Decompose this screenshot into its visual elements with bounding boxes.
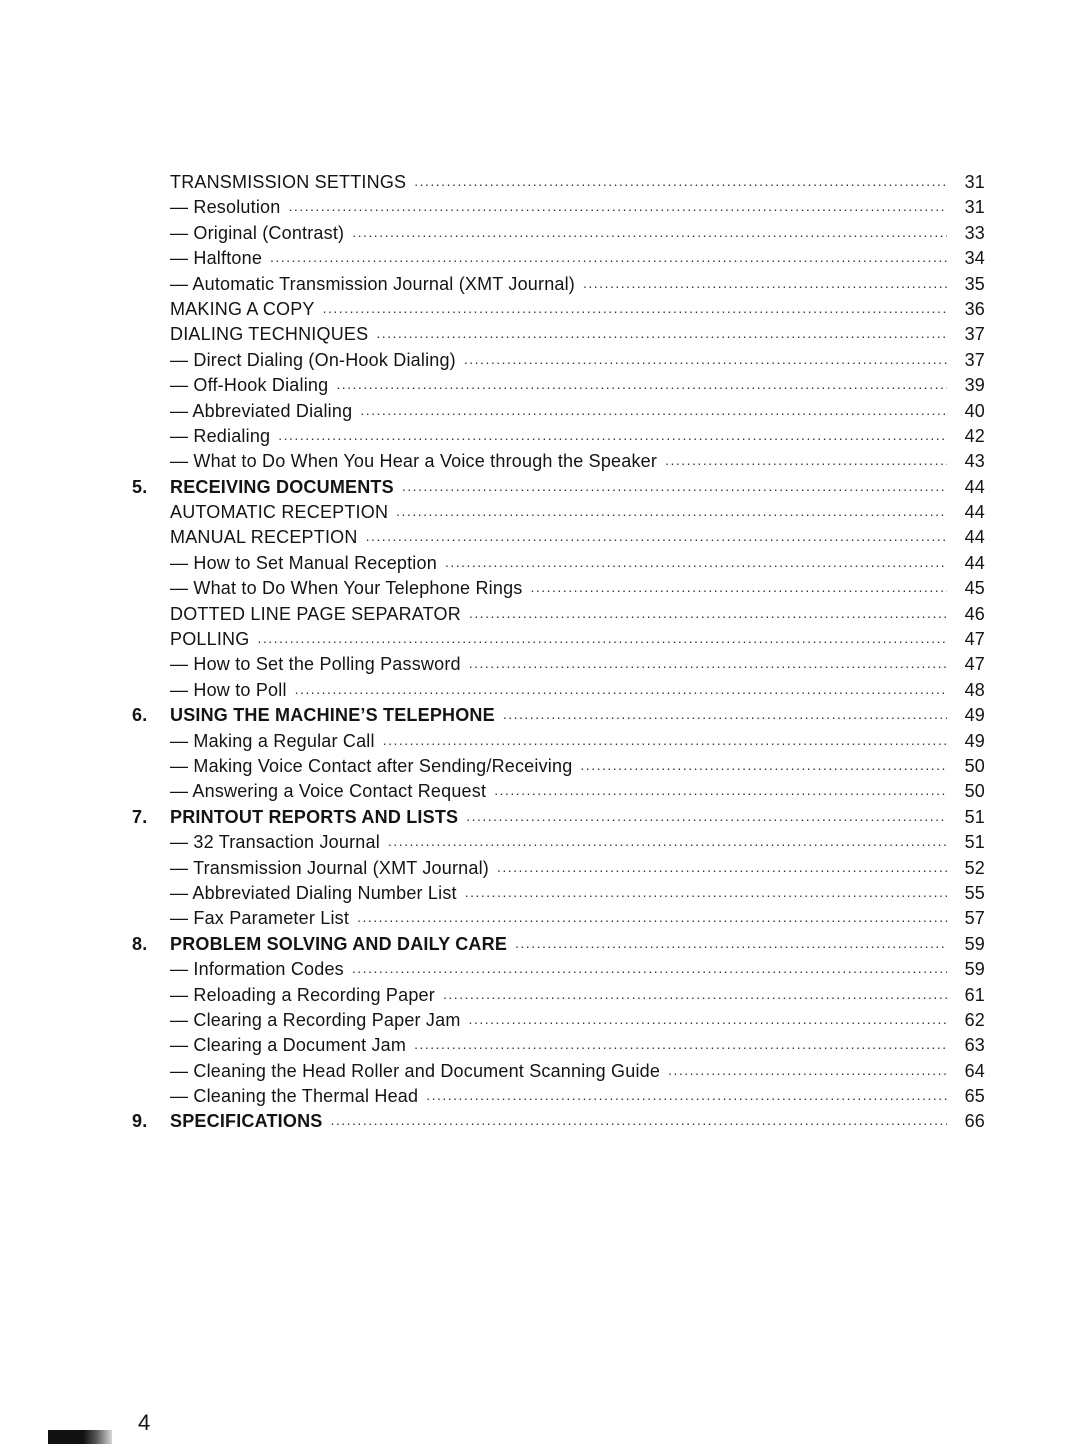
toc-entry-page: 59	[964, 933, 985, 954]
toc-entry	[132, 754, 985, 779]
toc-entry-page: 39	[964, 375, 985, 396]
toc-entry-title: — Resolution	[170, 197, 281, 218]
toc-dot-leader	[352, 220, 947, 245]
toc-chapter-entry	[132, 703, 985, 728]
toc-entry-title: — Off-Hook Dialing	[170, 375, 329, 396]
toc-entry-page: 57	[964, 908, 985, 929]
toc-entry	[132, 551, 985, 576]
toc-entry-title: — Information Codes	[170, 959, 344, 980]
toc-entry-page: 44	[964, 552, 985, 573]
toc-entry	[132, 170, 985, 195]
toc-entry-page: 47	[964, 629, 985, 650]
toc-entry-title: — Clearing a Document Jam	[170, 1035, 407, 1056]
table-of-contents	[132, 170, 985, 1135]
toc-entry-page: 50	[964, 755, 985, 776]
toc-dot-leader	[323, 296, 947, 321]
toc-entry-page: 44	[964, 527, 985, 548]
toc-entry-page: 55	[964, 882, 985, 903]
toc-dot-leader	[443, 982, 947, 1007]
toc-entry-page: 65	[964, 1086, 985, 1107]
toc-entry-page: 42	[964, 425, 985, 446]
toc-entry	[132, 1084, 985, 1109]
toc-entry	[132, 856, 985, 881]
toc-entry-title: — How to Poll	[170, 679, 287, 700]
toc-dot-leader	[288, 194, 947, 219]
toc-entry-page: 33	[964, 222, 985, 243]
toc-entry-page: 36	[964, 298, 985, 319]
toc-dot-leader	[402, 474, 947, 499]
toc-entry-title: — Abbreviated Dialing	[170, 400, 353, 421]
toc-entry	[132, 602, 985, 627]
toc-entry-title: — Original (Contrast)	[170, 222, 345, 243]
toc-entry-title: — Making a Regular Call	[170, 730, 375, 751]
toc-entry	[132, 348, 985, 373]
toc-chapter-entry	[132, 1109, 985, 1134]
toc-entry-title: — Making Voice Contact after Sending/Receiving	[170, 755, 573, 776]
toc-entry-title: DOTTED LINE PAGE SEPARATOR	[170, 603, 461, 624]
page-number: 4	[138, 1410, 151, 1435]
toc-dot-leader	[497, 855, 947, 880]
toc-entry-title: MANUAL RECEPTION	[170, 527, 358, 548]
toc-dot-leader	[464, 347, 947, 372]
toc-dot-leader	[426, 1083, 947, 1108]
toc-dot-leader	[330, 1108, 947, 1133]
toc-entry-title: — Automatic Transmission Journal (XMT Journal)	[170, 273, 576, 294]
toc-entry	[132, 779, 985, 804]
toc-dot-leader	[360, 398, 947, 423]
toc-entry-page: 51	[964, 806, 985, 827]
toc-entry-page: 50	[964, 781, 985, 802]
toc-entry-title: POLLING	[170, 629, 250, 650]
toc-entry-page: 43	[964, 451, 985, 472]
toc-dot-leader	[668, 1058, 947, 1083]
toc-dot-leader	[469, 651, 947, 676]
toc-entry	[132, 627, 985, 652]
toc-entry-title: — How to Set the Polling Password	[170, 654, 461, 675]
toc-dot-leader	[580, 753, 947, 778]
toc-entry-page: 44	[964, 476, 985, 497]
toc-dot-leader	[270, 245, 947, 270]
toc-dot-leader	[396, 499, 947, 524]
toc-entry	[132, 246, 985, 271]
toc-entry-title: — Answering a Voice Contact Request	[170, 781, 487, 802]
toc-dot-leader	[257, 626, 947, 651]
toc-entry-page: 48	[964, 679, 985, 700]
toc-entry	[132, 881, 985, 906]
toc-entry-title: SPECIFICATIONS	[170, 1111, 323, 1132]
toc-entry	[132, 729, 985, 754]
toc-dot-leader	[515, 931, 947, 956]
toc-entry	[132, 195, 985, 220]
toc-entry-title: AUTOMATIC RECEPTION	[170, 502, 389, 523]
toc-dot-leader	[352, 956, 947, 981]
toc-entry-title: — Clearing a Recording Paper Jam	[170, 1009, 461, 1030]
toc-dot-leader	[665, 448, 947, 473]
toc-entry-title: TRANSMISSION SETTINGS	[170, 172, 407, 192]
toc-entry	[132, 652, 985, 677]
toc-entry-title: PRINTOUT REPORTS AND LISTS	[170, 806, 459, 827]
toc-entry-title: — Cleaning the Head Roller and Document Scanning Guide	[170, 1060, 661, 1081]
toc-entry	[132, 957, 985, 982]
toc-entry-page: 44	[964, 502, 985, 523]
toc-entry-title: PROBLEM SOLVING AND DAILY CARE	[170, 933, 508, 954]
toc-dot-leader	[357, 905, 947, 930]
toc-entry-page: 47	[964, 654, 985, 675]
toc-entry-page: 34	[964, 248, 985, 269]
toc-entry-page: 49	[964, 705, 985, 726]
toc-entry-title: RECEIVING DOCUMENTS	[170, 476, 394, 497]
toc-entry-title: USING THE MACHINE’S TELEPHONE	[170, 705, 495, 726]
toc-entry	[132, 322, 985, 347]
toc-dot-leader	[383, 728, 947, 753]
toc-entry-page: 31	[964, 172, 985, 192]
toc-entry	[132, 678, 985, 703]
toc-entry-page: 62	[964, 1009, 985, 1030]
toc-entry-page: 66	[964, 1111, 985, 1132]
toc-entry-title: DIALING TECHNIQUES	[170, 324, 369, 345]
toc-dot-leader	[445, 550, 947, 575]
toc-entry	[132, 399, 985, 424]
toc-entry-title: — Reloading a Recording Paper	[170, 984, 435, 1005]
toc-entry-number: 7.	[132, 806, 148, 827]
toc-entry-title: — How to Set Manual Reception	[170, 552, 437, 573]
toc-entry-page: 64	[964, 1060, 985, 1081]
toc-entry	[132, 221, 985, 246]
toc-entry-page: 52	[964, 857, 985, 878]
toc-dot-leader	[414, 1032, 947, 1057]
toc-dot-leader	[503, 702, 947, 727]
toc-entry	[132, 830, 985, 855]
toc-entry-number: 8.	[132, 933, 148, 954]
toc-entry-page: 37	[964, 349, 985, 370]
toc-entry-page: 46	[964, 603, 985, 624]
toc-dot-leader	[414, 169, 947, 194]
toc-dot-leader	[530, 575, 947, 600]
toc-dot-leader	[465, 880, 947, 905]
toc-entry	[132, 500, 985, 525]
toc-dot-leader	[366, 524, 947, 549]
toc-entry-title: — Redialing	[170, 425, 271, 446]
toc-entry-page: 63	[964, 1035, 985, 1056]
toc-entry-page: 51	[964, 832, 985, 853]
toc-dot-leader	[466, 804, 947, 829]
toc-dot-leader	[583, 271, 947, 296]
toc-entry-title: — What to Do When You Hear a Voice through the Speaker	[170, 451, 658, 472]
toc-entry-title: — Abbreviated Dialing Number List	[170, 882, 457, 903]
toc-entry-page: 35	[964, 273, 985, 294]
toc-entry-title: — Cleaning the Thermal Head	[170, 1086, 419, 1107]
toc-entry-title: MAKING A COPY	[170, 298, 315, 319]
toc-entry-page: 61	[964, 984, 985, 1005]
toc-entry-page: 31	[964, 197, 985, 218]
toc-entry	[132, 373, 985, 398]
toc-entry-title: — Halftone	[170, 248, 263, 269]
scan-artifact	[48, 1430, 112, 1444]
toc-entry	[132, 1008, 985, 1033]
toc-entry-title: — What to Do When Your Telephone Rings	[170, 578, 523, 599]
toc-entry-number: 5.	[132, 476, 148, 497]
toc-entry	[132, 983, 985, 1008]
toc-entry-page: 59	[964, 959, 985, 980]
toc-dot-leader	[336, 372, 947, 397]
toc-entry-number: 9.	[132, 1111, 148, 1132]
toc-entry	[132, 576, 985, 601]
toc-entry-page: 40	[964, 400, 985, 421]
toc-dot-leader	[278, 423, 947, 448]
toc-entry-title: — Fax Parameter List	[170, 908, 350, 929]
toc-entry	[132, 449, 985, 474]
toc-entry-page: 49	[964, 730, 985, 751]
toc-entry-title: — Transmission Journal (XMT Journal)	[170, 857, 489, 878]
toc-dot-leader	[469, 601, 947, 626]
toc-entry	[132, 525, 985, 550]
toc-dot-leader	[376, 321, 947, 346]
toc-chapter-entry	[132, 475, 985, 500]
toc-dot-leader	[295, 677, 947, 702]
toc-entry-number: 6.	[132, 705, 148, 726]
toc-chapter-entry	[132, 932, 985, 957]
toc-entry-title: — Direct Dialing (On-Hook Dialing)	[170, 349, 456, 370]
toc-entry-page: 37	[964, 324, 985, 345]
toc-chapter-entry	[132, 805, 985, 830]
toc-entry	[132, 297, 985, 322]
toc-dot-leader	[469, 1007, 947, 1032]
toc-entry	[132, 906, 985, 931]
toc-entry	[132, 272, 985, 297]
toc-entry	[132, 424, 985, 449]
toc-dot-leader	[388, 829, 947, 854]
toc-entry-title: — 32 Transaction Journal	[170, 832, 380, 853]
toc-dot-leader	[494, 778, 947, 803]
toc-entry	[132, 1059, 985, 1084]
toc-entry	[132, 1033, 985, 1058]
toc-entry-page: 45	[964, 578, 985, 599]
